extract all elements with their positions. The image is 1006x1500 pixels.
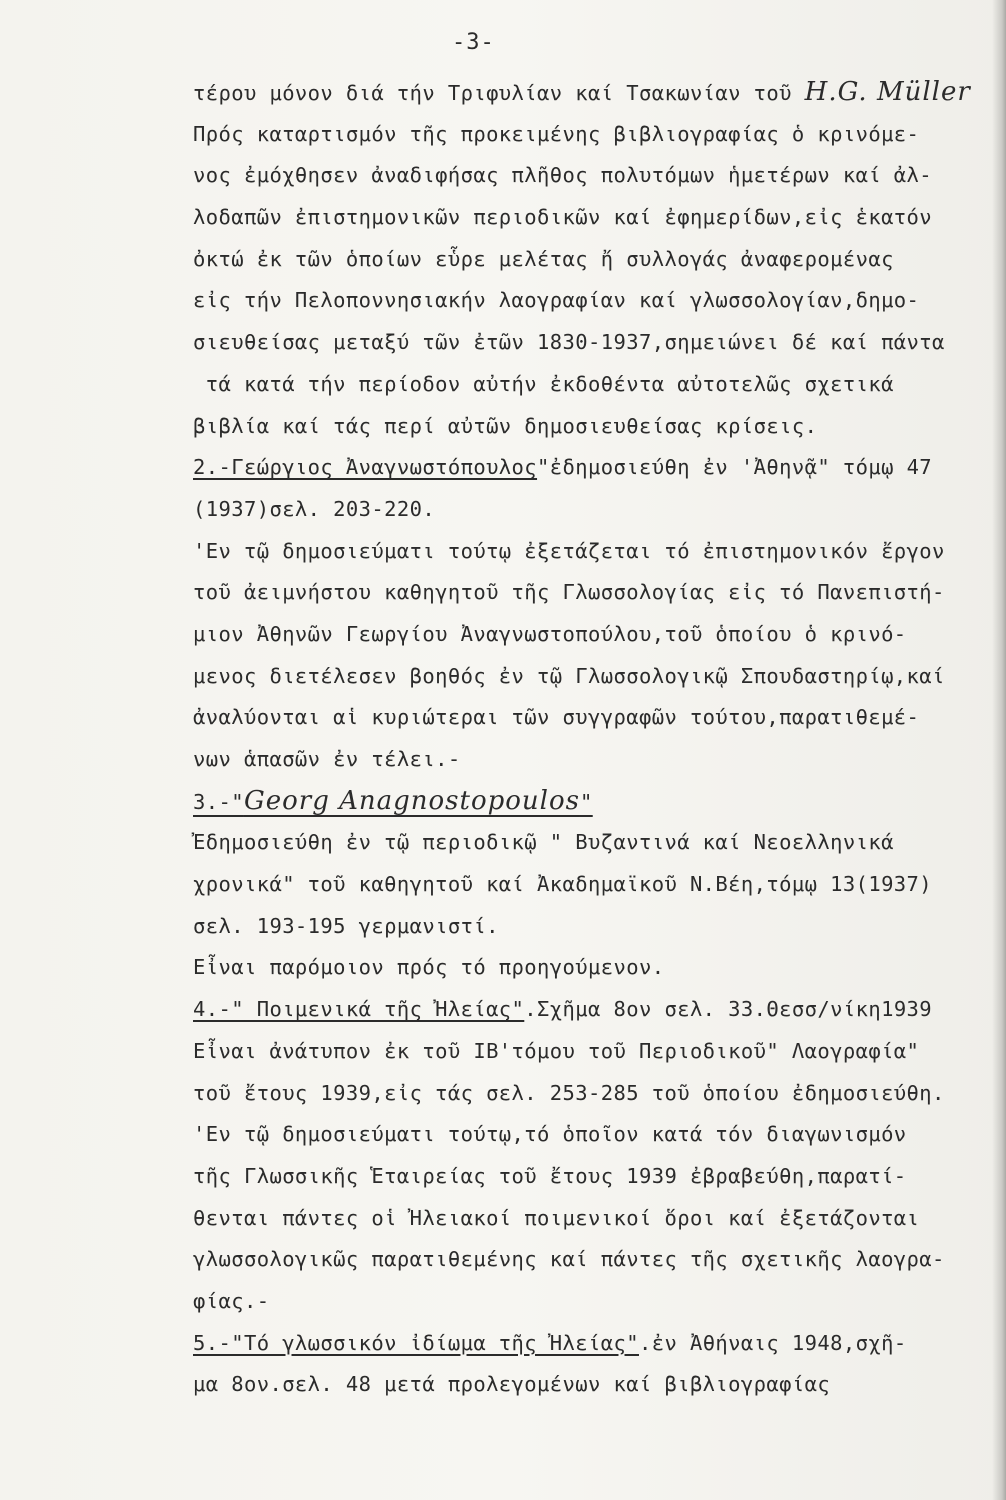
text-line: ὀκτώ ἐκ τῶν ὁποίων εὗρε μελέτας ἤ συλλογάς ἀναφερομένας: [193, 246, 894, 271]
page-number: -3-: [452, 30, 495, 55]
text-line: εἰς τήν Πελοποννησιακήν λαογραφίαν καί γλωσσολογίαν,δημο-: [193, 288, 920, 313]
text-line: λοδαπῶν ἐπιστημονικῶν περιοδικῶν καί ἐφημερίδων,εἰς ἑκατόν: [193, 205, 933, 230]
text-line: νος ἐμόχθησεν ἀναδιφήσας πλῆθος πολυτόμων ἡμετέρων καί ἀλ-: [193, 163, 933, 188]
text-line: θενται πάντες οἱ Ἠλειακοί ποιμενικοί ὅροι καί ἐξετάζονται: [193, 1205, 920, 1230]
handwritten-title: Georg Anagnostopoulos: [243, 785, 580, 816]
entry-2-heading: [193, 447, 973, 489]
entry-4-details: .Σχῆμα 8ον σελ. 33.Θεσσ/νίκη1939: [524, 997, 933, 1022]
text-line: Εἶναι ἀνάτυπον ἐκ τοῦ ΙΒ'τόμου τοῦ Περιοδικοῦ" Λαογραφία": [193, 1038, 920, 1063]
typewritten-body: [193, 72, 973, 1406]
entry-5-details: .ἐν Ἀθήναις 1948,σχῆ-: [638, 1330, 907, 1355]
text-line: μιον Ἀθηνῶν Γεωργίου Ἀναγνωστοπούλου,τοῦ ὁποίου ὁ κρινό-: [193, 621, 907, 646]
text-line: μα 8ον.σελ. 48 μετά προλεγομένων καί βιβλιογραφίας: [193, 1372, 831, 1397]
entry-2-author-underlined: 2.-Γεώργιος Ἀναγνωστόπουλος: [193, 455, 538, 480]
text-line: χρονικά" τοῦ καθηγητοῦ καί Ἀκαδημαϊκοῦ Ν.Βέη,τόμῳ 13(1937): [193, 872, 933, 897]
entry-4-heading: [193, 989, 973, 1031]
text-line: βιβλία καί τάς περί αὐτῶν δημοσιευθείσας κρίσεις.: [193, 413, 818, 438]
text-line: τῆς Γλωσσικῆς Ἑταιρείας τοῦ ἔτους 1939 ἐβραβεύθη,παρατί-: [193, 1163, 907, 1188]
text-line: γλωσσολογικῶς παρατιθεμένης καί πάντες τῆς σχετικῆς λαογρα-: [193, 1247, 945, 1272]
text-line: Εἶναι παρόμοιον πρός τό προηγούμενον.: [193, 955, 665, 980]
text-line: Πρός καταρτισμόν τῆς προκειμένης βιβλιογραφίας ὁ κρινόμε-: [193, 121, 920, 146]
text-line: 'Εν τῷ δημοσιεύματι τούτῳ,τό ὁποῖον κατά τόν διαγωνισμόν: [193, 1122, 907, 1147]
text-line: μενος διετέλεσεν βοηθός ἐν τῷ Γλωσσολογικῷ Σπουδαστηρίῳ,καί: [193, 663, 945, 688]
text-line: τοῦ ἀειμνήστου καθηγητοῦ τῆς Γλωσσολογίας εἰς τό Πανεπιστή-: [193, 580, 945, 605]
text-line: νων ἁπασῶν ἐν τέλει.-: [193, 747, 461, 771]
text-line: [193, 72, 973, 114]
entry-2-publication: "ἐδημοσιεύθη ἐν 'Ἀθηνᾷ" τόμῳ 47: [537, 455, 933, 480]
handwritten-annotation: H.G. Müller: [804, 77, 971, 107]
text-line-content: τέρου μόνον διά τήν Τριφυλίαν καί Τσακωνίαν τοῦ: [193, 81, 792, 105]
text-line: τά κατά τήν περίοδον αὐτήν ἐκδοθέντα αὐτοτελῶς σχετικά: [193, 371, 894, 396]
text-line: σιευθείσας μεταξύ τῶν ἐτῶν 1830-1937,σημειώνει δέ καί πάντα: [193, 330, 945, 355]
text-line: σελ. 193-195 γερμανιστί.: [193, 913, 499, 938]
text-line: φίας.-: [193, 1288, 270, 1313]
entry-3-quote-close: ": [579, 789, 593, 814]
entry-4-title-underlined: 4.-" Ποιμενικά τῆς Ἠλείας": [193, 997, 525, 1022]
page-edge-shadow: [992, 0, 1006, 1500]
entry-3-number: 3.-": [193, 789, 244, 814]
text-line: ἀναλύονται αἱ κυριώτεραι τῶν συγγραφῶν τούτου,παρατιθεμέ-: [193, 705, 920, 730]
text-line: (1937)σελ. 203-220.: [193, 496, 436, 521]
entry-5-title-underlined: 5.-"Τό γλωσσικόν ἰδίωμα τῆς Ἠλείας": [193, 1330, 639, 1355]
entry-5-heading: [193, 1323, 973, 1365]
text-line: 'Εν τῷ δημοσιεύματι τούτῳ ἐξετάζεται τό ἐπιστημονικόν ἔργον: [193, 538, 945, 563]
entry-3-heading: [193, 781, 973, 823]
text-line: τοῦ ἔτους 1939,εἰς τάς σελ. 253-285 τοῦ ὁποίου ἐδημοσιεύθη.: [193, 1080, 945, 1105]
text-line: Ἐδημοσιεύθη ἐν τῷ περιοδικῷ " Βυζαντινά καί Νεοελληνικά: [193, 830, 894, 855]
